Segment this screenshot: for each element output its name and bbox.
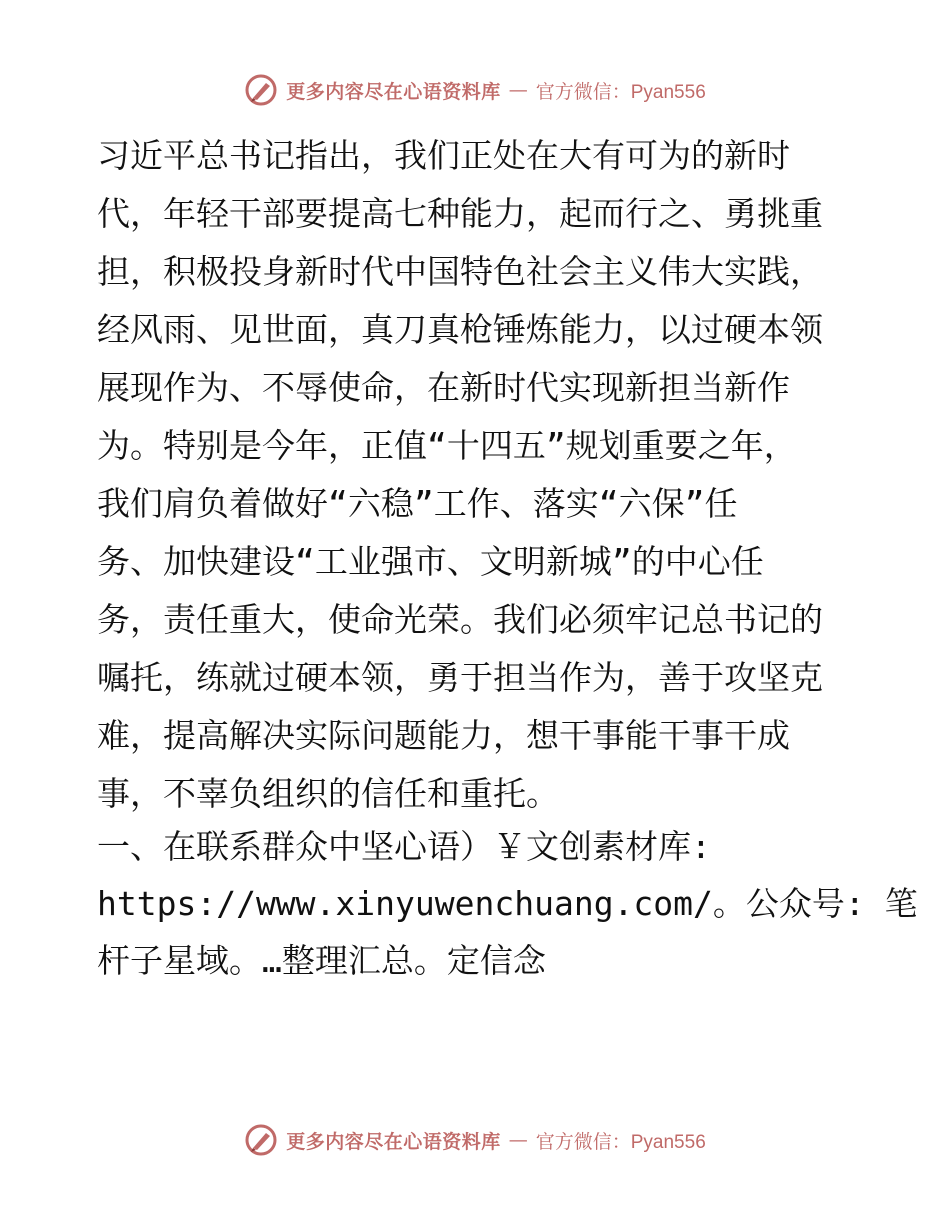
- text-line: 事，不辜负组织的信任和重托。: [97, 774, 559, 813]
- text-line: 展现作为、不辱使命，在新时代实现新担当新作: [97, 368, 790, 407]
- header-contact: 官方微信：Pyan556: [535, 81, 706, 103]
- header-banner-text: 更多内容尽在心语资料库: [286, 80, 501, 103]
- paragraph-2: [97, 818, 918, 989]
- text-line: 难，提高解决实际问题能力，想干事能干事干成: [97, 716, 790, 755]
- paragraph-1: [97, 127, 853, 823]
- pen-circle-logo-icon: [244, 73, 278, 107]
- header-separator: —: [508, 79, 528, 101]
- text-line: 我们肩负着做好“六稳”工作、落实“六保”任: [97, 484, 738, 523]
- text-line-url: https://www.xinyuwenchuang.com/。公众号: 笔: [97, 884, 918, 923]
- text-line: 一、在联系群众中坚心语）￥文创素材库:: [97, 827, 711, 866]
- footer-watermark: [0, 1120, 950, 1160]
- header-watermark: [0, 70, 950, 110]
- text-line: 经风雨、见世面，真刀真枪锤炼能力，以过硬本领: [97, 310, 823, 349]
- text-line: 嘱托，练就过硬本领，勇于担当作为，善于攻坚克: [97, 658, 823, 697]
- text-line: 习近平总书记指出，我们正处在大有可为的新时: [97, 136, 790, 175]
- text-line: 代，年轻干部要提高七种能力，起而行之、勇挑重: [97, 194, 823, 233]
- text-line: 为。特别是今年，正值“十四五”规划重要之年，: [97, 426, 797, 465]
- pen-circle-logo-icon: [244, 1123, 278, 1157]
- text-line: 务、加快建设“工业强市、文明新城”的中心任: [97, 542, 764, 581]
- footer-separator: —: [508, 1129, 528, 1151]
- text-line: 杆子星域。…整理汇总。定信念: [97, 941, 546, 980]
- text-line: 担，积极投身新时代中国特色社会主义伟大实践，: [97, 252, 823, 291]
- text-line: 务，责任重大，使命光荣。我们必须牢记总书记的: [97, 600, 823, 639]
- footer-banner-text: 更多内容尽在心语资料库: [286, 1130, 501, 1153]
- footer-contact: 官方微信：Pyan556: [535, 1131, 706, 1153]
